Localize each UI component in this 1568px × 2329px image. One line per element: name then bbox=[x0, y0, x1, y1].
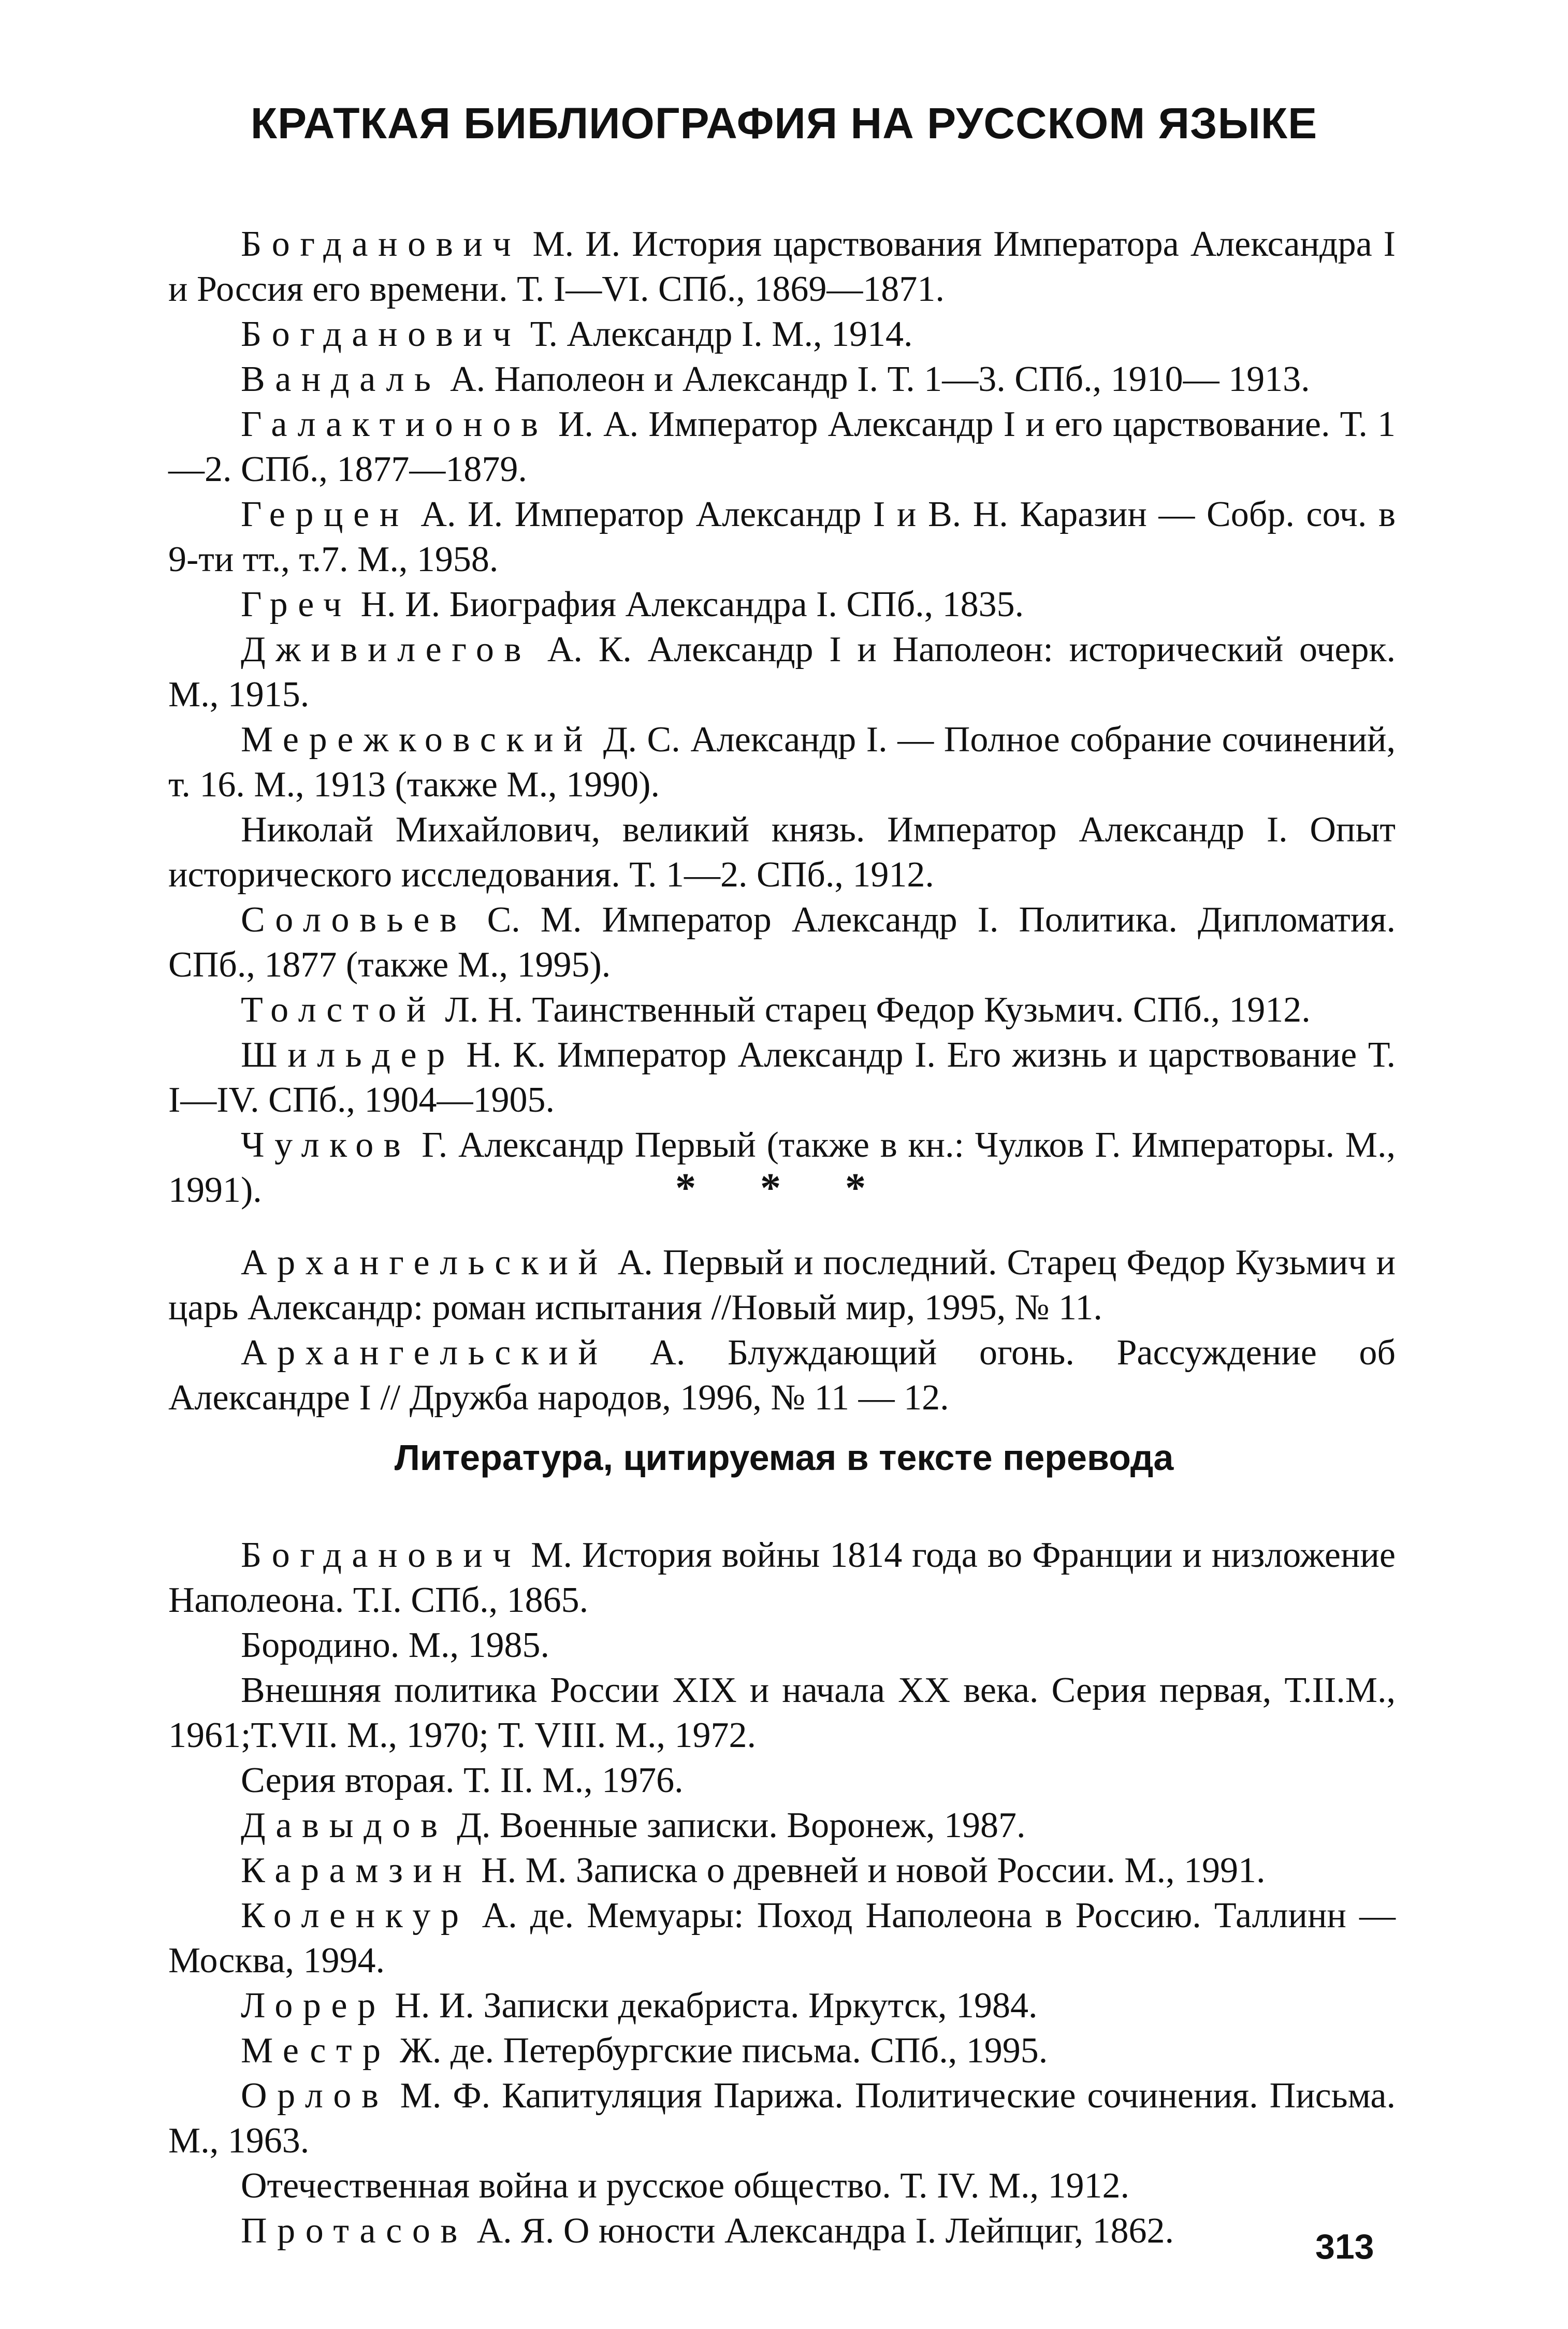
entry-text: Ж. де. Петербургские письма. СПб., 1995. bbox=[390, 2031, 1048, 2071]
entry-text: А. К. Александр I и Наполеон: исторический очерк. М., 1915. bbox=[168, 630, 1396, 715]
entry-text: Л. Н. Таинственный старец Федор Кузьмич. СПб., 1912. bbox=[435, 990, 1311, 1030]
section-heading-cited-literature: Литература, цитируемая в тексте перевода bbox=[394, 1437, 1174, 1478]
entry-text: Д. Военные записки. Воронеж, 1987. bbox=[447, 1806, 1026, 1845]
bibliography-entry bbox=[168, 1032, 1396, 1123]
bibliography-entry bbox=[168, 582, 1396, 627]
entry-author: Протасов bbox=[241, 2211, 468, 2251]
entry-text: И. А. Император Александр I и его царствование. Т. 1—2. СПб., 1877—1879. bbox=[168, 404, 1396, 489]
entry-author: Галактионов bbox=[241, 404, 548, 444]
entry-author: Вандаль bbox=[241, 359, 441, 399]
entry-text: С. М. Император Александр I. Политика. Дипломатия. СПб., 1877 (также М., 1995). bbox=[168, 900, 1396, 985]
entry-author: Дживилегов bbox=[241, 630, 532, 669]
entry-text: Николай Михайлович, великий князь. Император Александр I. Опыт исторического исследования. Т. 1—2. СПб., 1912. bbox=[168, 810, 1396, 895]
bibliography-entry bbox=[168, 492, 1396, 582]
entry-author: Греч bbox=[241, 585, 352, 624]
entry-author: Орлов bbox=[241, 2076, 389, 2116]
entry-text: А. И. Император Александр I и В. Н. Каразин — Собр. соч. в 9-ти тт., т.7. М., 1958. bbox=[168, 494, 1396, 579]
entry-text: Г. Александр Первый (также в кн.: Чулков Г. Императоры. М., 1991). bbox=[168, 1125, 1396, 1210]
bibliography-entry bbox=[168, 2208, 1396, 2253]
entry-author: Архангельский bbox=[241, 1243, 608, 1283]
entry-text: А. Наполеон и Александр I. Т. 1—3. СПб., 1910— 1913. bbox=[441, 359, 1310, 399]
bibliography-entry bbox=[168, 1893, 1396, 1983]
entry-text: М. Ф. Капитуляция Парижа. Политические сочинения. Письма. М., 1963. bbox=[168, 2076, 1396, 2161]
bibliography-entry bbox=[168, 1533, 1396, 1623]
bibliography-entry bbox=[168, 897, 1396, 987]
page-title: КРАТКАЯ БИБЛИОГРАФИЯ НА РУССКОМ ЯЗЫКЕ bbox=[250, 99, 1318, 148]
bibliography-entry bbox=[168, 2073, 1396, 2163]
bibliography-entry bbox=[168, 2028, 1396, 2073]
bibliography-entry bbox=[168, 222, 1396, 312]
bibliography-section-main bbox=[168, 222, 1396, 1213]
entry-text: А. Первый и последний. Старец Федор Кузьмич и царь Александр: роман испытания //Новый мир, 1995, № 11. bbox=[168, 1243, 1396, 1328]
entry-author: Герцен bbox=[241, 494, 409, 534]
page-number: 313 bbox=[1315, 2227, 1374, 2266]
entry-author: Богданович bbox=[241, 224, 521, 264]
bibliography-entry bbox=[168, 1803, 1396, 1848]
entry-text: Н. И. Записки декабриста. Иркутск, 1984. bbox=[385, 1986, 1038, 2026]
entry-text: М. История войны 1814 года во Франции и низложение Наполеона. Т.I. СПб., 1865. bbox=[168, 1535, 1396, 1620]
entry-text: А. де. Мемуары: Поход Наполеона в Россию. Таллинн — Москва, 1994. bbox=[168, 1896, 1396, 1981]
bibliography-section-cited bbox=[168, 1533, 1396, 2253]
bibliography-entry bbox=[168, 627, 1396, 717]
bibliography-entry bbox=[168, 1240, 1396, 1330]
bibliography-entry bbox=[168, 357, 1396, 402]
entry-text: Н. И. Биография Александра I. СПб., 1835. bbox=[352, 585, 1024, 624]
entry-text: М. И. История царствования Императора Александра I и Россия его времени. Т. I—VI. СПб., 1869—1871. bbox=[168, 224, 1396, 309]
bibliography-entry bbox=[168, 717, 1396, 807]
bibliography-entry bbox=[168, 402, 1396, 492]
bibliography-section-modern bbox=[168, 1240, 1396, 1420]
bibliography-entry bbox=[168, 1848, 1396, 1893]
entry-author: Шильдер bbox=[241, 1035, 455, 1075]
entry-author: Толстой bbox=[241, 990, 436, 1030]
entry-text: Серия вторая. Т. II. М., 1976. bbox=[241, 1760, 684, 1800]
entry-text: А. Я. О юности Александра I. Лейпциг, 1862. bbox=[468, 2211, 1174, 2251]
entry-text: А. Блуждающий огонь. Рассуждение об Александре I // Дружба народов, 1996, № 11 — 12. bbox=[168, 1333, 1396, 1418]
entry-author: Чулков bbox=[241, 1125, 411, 1165]
section-separator: * * * bbox=[675, 1166, 893, 1211]
entry-author: Богданович bbox=[241, 314, 521, 354]
entry-text: Отечественная война и русское общество. Т. IV. М., 1912. bbox=[241, 2166, 1130, 2206]
entry-author: Богданович bbox=[241, 1535, 521, 1575]
entry-author: Местр bbox=[241, 2031, 391, 2071]
bibliography-entry bbox=[168, 1758, 1396, 1803]
entry-author: Архангельский bbox=[241, 1333, 608, 1373]
entry-text: Бородино. М., 1985. bbox=[241, 1625, 549, 1665]
entry-text: Н. К. Император Александр I. Его жизнь и царствование Т. I—IV. СПб., 1904—1905. bbox=[168, 1035, 1396, 1120]
bibliography-entry bbox=[168, 312, 1396, 357]
entry-author: Карамзин bbox=[241, 1851, 472, 1890]
bibliography-entry bbox=[168, 2163, 1396, 2208]
entry-text: Т. Александр I. М., 1914. bbox=[521, 314, 913, 354]
entry-author: Мережковский bbox=[241, 720, 593, 760]
bibliography-entry bbox=[168, 1330, 1396, 1420]
entry-text: Д. С. Александр I. — Полное собрание сочинений, т. 16. М., 1913 (также М., 1990). bbox=[168, 720, 1396, 805]
entry-author: Лорер bbox=[241, 1986, 386, 2026]
entry-text: Н. М. Записка о древней и новой России. М., 1991. bbox=[472, 1851, 1266, 1890]
bibliography-entry bbox=[168, 1623, 1396, 1668]
entry-author: Соловьев bbox=[241, 900, 467, 940]
entry-author: Давыдов bbox=[241, 1806, 448, 1845]
bibliography-entry bbox=[168, 807, 1396, 897]
bibliography-entry bbox=[168, 1668, 1396, 1758]
bibliography-entry bbox=[168, 1983, 1396, 2028]
entry-author: Коленкур bbox=[241, 1896, 469, 1935]
entry-text: Внешняя политика России XIX и начала XX века. Серия первая, Т.II.М., 1961;Т.VII. М., 1970; Т. VIII. М., 1972. bbox=[168, 1670, 1396, 1755]
bibliography-entry bbox=[168, 987, 1396, 1032]
